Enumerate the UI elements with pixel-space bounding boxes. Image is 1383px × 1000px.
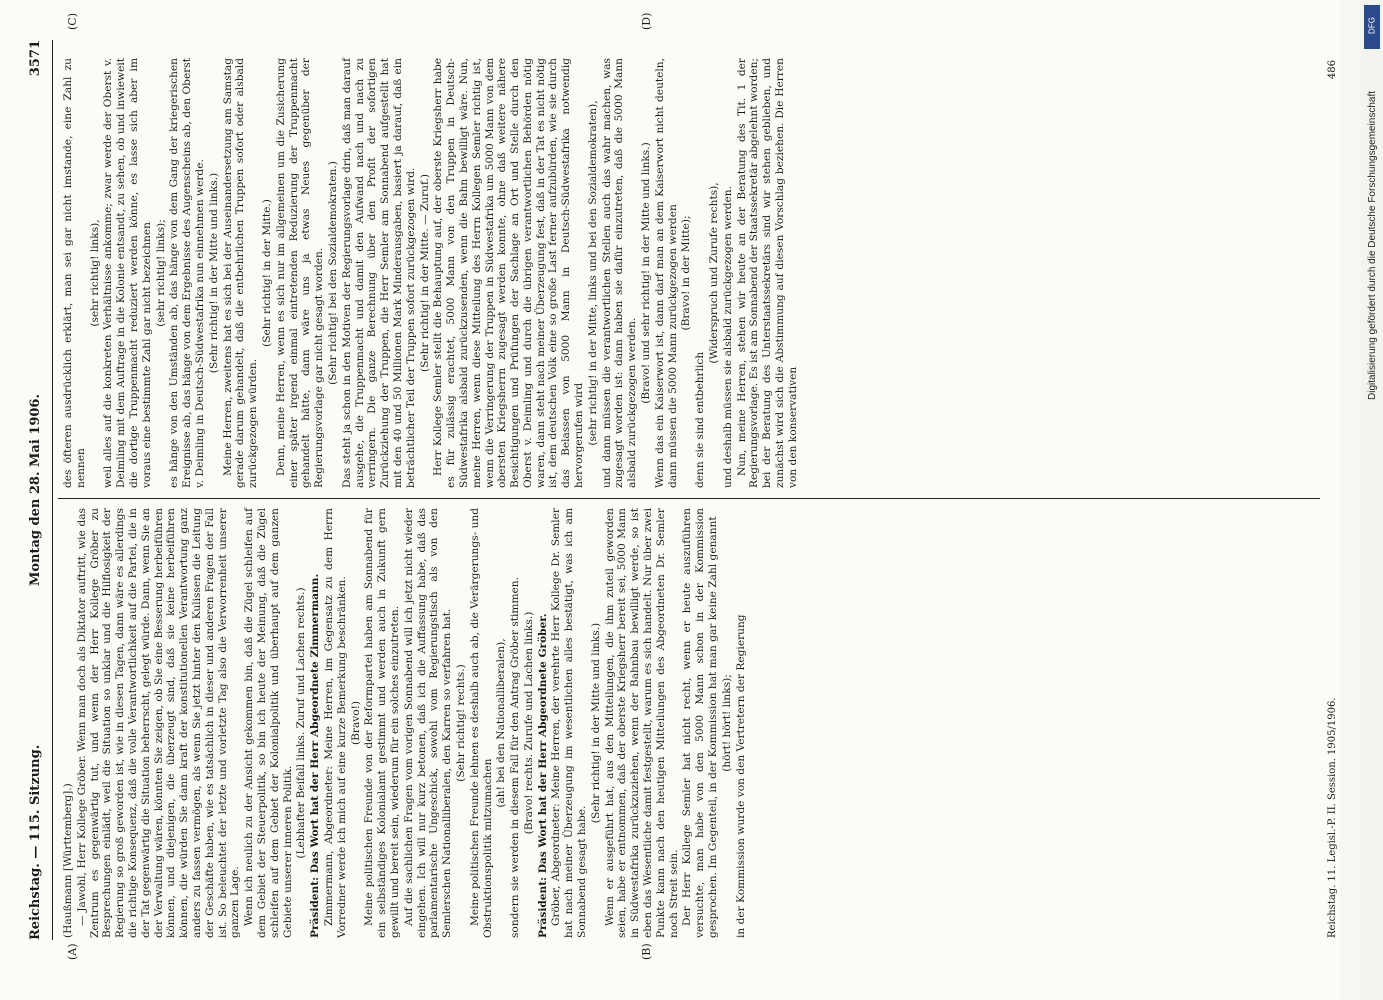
paragraph: Meine politischen Freunde lehnen es deshalb auch ab, die Verärgerungs- und Obstruktionspolitik mitzumachen bbox=[468, 508, 494, 938]
right-column bbox=[62, 58, 801, 488]
marker-b: (B) bbox=[640, 943, 653, 960]
footer: Reichstag. 11. Legisl.-P. II. Session. 1905/1906. bbox=[1327, 697, 1338, 938]
paragraph: Denn, meine Herren, wenn es sich nur im allgemeinen um die Zusicherung einer später irgend einmal eintretenden Reduzierung der Truppenmacht gehandelt hätte, dann wäre uns ja etwas Neues gegenüber der Regierungsvorlage gar nicht gesagt worden. bbox=[274, 58, 326, 488]
paragraph: Herr Kollege Semler stellt die Behauptung auf, der oberste Kriegsherr habe es für zulässig erachtet, 5000 Mann von den Truppen in Deutsch-Südwestafrika alsbald zurückzusenden, wenn die Bahn bewilligt wäre. Nun, meine Herren, wenn diese Mitteilung des Herrn Kollegen Semler richtig ist, wenn die Verringerung der Truppen in Südwestafrika um 5000 Mann von dem obersten Kriegsherrn zugesagt werden konnte, ohne daß weitere nähere Besichtigungen und Prüfungen der Sachlage an Ort und Stelle durch den Oberst v. Deimling und durch die übrigen verantwortlichen Behörden nötig waren, dann steht nach meiner Überzeugung fest, daß in der Tat es nicht nötig ist, dem deutschen Volk eine so große Last ferner aufzubürden, wie sie durch das Belassen von 5000 Mann in Deutsch-Südwestafrika notwendig hervorgerufen wird bbox=[432, 58, 586, 488]
left-column bbox=[62, 508, 748, 938]
paragraph: Wenn er ausgeführt hat, aus den Mitteilungen, die ihm zuteil geworden seien, habe er entnommen, daß der oberste Kriegsherr bereit sei, 5000 Mann in Südwestafrika zurückzuziehen, wenn der Bahnbau bewilligt werde, so ist eben das Wesentliche damit festgestellt, warum es sich handelt. Nur über zwei Punkte kann nach den heutigen Mitteilungen des Abgeordneten Dr. Semler noch Streit sein. bbox=[603, 508, 680, 938]
paragraph: Auf die sachlichen Fragen vom vorigen Sonnabend will ich jetzt nicht wieder eingehen. Ich will nur kurz betonen, daß ich die Auffassung habe, daß das parlamentarische Ungeschick, sowohl vom Regierungstisch als von den Semlerschen Nationalliberalen, den Karren so verfahren hat. bbox=[402, 508, 454, 938]
paragraph: (Bravo! rechts. Zurufe und Lachen links.) bbox=[522, 611, 535, 835]
marker-a: (A) bbox=[66, 943, 79, 960]
paragraph: (sehr richtig! links); bbox=[154, 219, 167, 327]
page-signature: 486 bbox=[1327, 60, 1338, 80]
header-rule bbox=[52, 40, 53, 940]
paragraph: (Sehr richtig! in der Mitte. — Zuruf.) bbox=[418, 173, 431, 373]
paragraph: es hänge von den Umständen ab, das hänge von dem Gang der kriegerischen Ereignisse ab, das hänge von dem Ergebnisse des Augenscheins ab, den Oberst v. Deimling in Deutsch-Südwestafrika nun einnehmen werde. bbox=[168, 58, 206, 488]
page-number: 3571 bbox=[28, 40, 43, 77]
paragraph: (Bravo!) bbox=[349, 700, 362, 746]
paragraph: (Haußmann [Württemberg].) bbox=[62, 783, 74, 938]
paragraph: (Sehr richtig! bei den Sozialdemokraten.) bbox=[326, 161, 339, 385]
paragraph: Gröber, Abgeordneter: Meine Herren, der verehrte Herr Kollege Dr. Semler hat nach meiner Überzeugung im wesentlichen alles bestätigt, was ich am Sonnabend gesagt habe. bbox=[550, 508, 589, 938]
paragraph: — Jawohl, Herr Kollege Gröber. Wenn man doch als Diktator auftritt, wie das Zentrum es gegenwärtig tut, und wenn der Herr Kollege Gröber zu Besprechungen einlädt, weil die Situation so unklar und die Hilflosigkeit der Regierung so groß geworden ist, wie in diesen Tagen, dann wäre es allerdings die richtige Konsequenz, daß die volle Verantwortlichkeit auf die Partei, die in der Tat gegenwärtig die Situation beherrscht, gelegt würde. Dann, wenn Sie an der Verwaltung wären, könnten Sie zeigen, ob Sie eine Besserung herbeiführen können, und diejenigen, die überzeugt sind, daß sie keine herbeiführen können, die würden Sie dann kraft der konstitutionellen Verantwortung ganz anders zu fassen vermögen, als wenn Sie jetzt hinter den Kulissen die Leitung der Geschäfte haben, wie es tatsächlich in dieser und anderen Fragen der Fall ist. So beleuchtet der letzte und vorletzte Tag also die Verworrenheit unserer ganzen Lage. bbox=[75, 508, 242, 938]
paragraph: (Widerspruch und Zurufe rechts), bbox=[708, 182, 721, 364]
paragraph: (sehr richtig! links), bbox=[88, 219, 101, 327]
paragraph: Nun, meine Herren, stehen wir heute an der Beratung des Tit. 1 der Regierungsvorlage. Es ist am Sonnabend der Staatssekretär abgelehnt worden; bei der Beratung des Unterstaatssekretärs sind wir stehen geblieben, und zunächst wird sich die Abstimmung auf diesen Vorschlag beziehen. Die Herren von den konservativen bbox=[735, 58, 799, 488]
paragraph: Präsident: Das Wort hat der Herr Abgeordnete Gröber. bbox=[536, 613, 549, 938]
paragraph: (Sehr richtig! in der Mitte.) bbox=[260, 199, 273, 347]
paragraph: Meine politischen Freunde von der Reformpartei haben am Sonnabend für ein selbständiges Kolonialamt gestimmt und werden auch in Zukunft gern gewillt und bereit sein, wiederum für ein solches einzutreten. bbox=[363, 508, 401, 938]
paragraph: des öfteren ausdrücklich erklärt, man sei gar nicht imstande, eine Zahl zu nennen bbox=[62, 58, 87, 488]
paragraph: Zimmermann, Abgeordneter: Meine Herren, im Gegensatz zu dem Herrn Vorredner werde ich mich auf eine kurze Bemerkung beschränken. bbox=[322, 508, 348, 938]
column-rule bbox=[58, 498, 1320, 499]
dfg-logo: DFG bbox=[1364, 5, 1380, 49]
paragraph: Präsident: Das Wort hat der Herr Abgeordnete Zimmermann. bbox=[309, 573, 322, 938]
paragraph: Meine Herren, zweitens hat es sich bei der Auseinandersetzung am Samstag gerade darum gehandelt, daß die entbehrlichen Truppen sofort oder alsbald zurückgezogen würden. bbox=[221, 58, 260, 488]
marker-d: (D) bbox=[640, 12, 653, 30]
paragraph: (Bravo! in der Mitte); bbox=[680, 215, 693, 331]
paragraph: und dann müssen die verantwortlichen Stellen auch das wahr machen, was zugesagt worden ist: dann haben sie dafür einzutreten, daß die 5000 Mann alsbald zurückgezogen werden. bbox=[600, 58, 639, 488]
paragraph: Der Herr Kollege Semler hat nicht recht, wenn er heute auszuführen versuchte, man habe von den 5000 Mann schon in der Kommission gesprochen. Im Gegenteil, in der Kommission hat man gar keine Zahl genannt bbox=[681, 508, 720, 938]
page-header bbox=[20, 40, 52, 940]
marker-c: (C) bbox=[66, 13, 79, 30]
paragraph: (ah! bei den Nationalliberalen), bbox=[495, 638, 508, 808]
digitization-credit: Digitalisierung gefördert durch die Deutsche Forschungsgemeinschaft bbox=[1367, 90, 1378, 400]
paragraph: (Sehr richtig! in der Mitte und links.) bbox=[207, 172, 220, 374]
paragraph: (Lebhafter Beifall links. Zuruf und Lachen rechts.) bbox=[295, 587, 308, 859]
paragraph: (hört! hört! links); bbox=[720, 674, 733, 772]
paragraph: weil alles auf die konkreten Verhältnisse ankomme; zwar werde der Oberst v. Deimling mit dem Auftrage in die Kolonie entsandt, zu sehen, ob und inwieweit die dortige Truppenmacht reduziert werden könne, es lasse sich aber im voraus eine bestimmte Zahl gar nicht bezeichnen bbox=[102, 58, 153, 488]
paragraph: Wenn das ein Kaiserwort ist, dann darf man an dem Kaiserwort nicht deuteln, dann müssen die 5000 Mann zurückgezogen werden bbox=[653, 58, 679, 488]
paragraph: denn sie sind entbehrlich bbox=[694, 351, 707, 488]
paragraph: (Sehr richtig! rechts.) bbox=[454, 664, 467, 782]
paragraph: Das steht ja schon in den Motiven der Regierungsvorlage drin, daß man darauf ausgehe, die Truppenmacht und damit den Aufwand nach und nach zu verringern. Die ganze Berechnung über den Profit der sofortigen Zurückziehung der Truppen, die Herr Semler am Sonnabend aufgestellt hat mit den 40 und 50 Millionen Mark Minderausgaben, basiert ja darauf, daß ein beträchtlicher Teil der Truppen sofort zurückgezogen wird. bbox=[340, 58, 417, 488]
header-date: Montag den 28. Mai 1906. bbox=[28, 393, 43, 587]
paragraph: sondern sie werden in diesem Fall für den Antrag Gröber stimmen. bbox=[509, 577, 522, 938]
paragraph: (Sehr richtig! in der Mitte und links.) bbox=[589, 622, 602, 824]
paragraph: und deshalb müssen sie alsbald zurückgezogen werden. bbox=[721, 186, 734, 488]
digitization-sidebar bbox=[1361, 0, 1383, 1000]
paragraph: (sehr richtig! in der Mitte, links und bei den Sozialdemokraten), bbox=[586, 100, 599, 446]
paragraph: Wenn ich neulich zu der Ansicht gekommen bin, daß die Zügel schleifen auf dem Gebiet der Steuerpolitik, so bin ich heute der Meinung, daß die Zügel schleifen auf dem Gebiet der Kolonialpolitik und überhaupt auf dem ganzen Gebiete unserer inneren Politik. bbox=[243, 508, 294, 938]
paragraph: in der Kommission wurde von den Vertretern der Regierung bbox=[734, 614, 747, 938]
paragraph: (Bravo! und sehr richtig! in der Mitte und links.) bbox=[640, 142, 653, 404]
header-left: Reichstag. — 115. Sitzung. bbox=[28, 744, 43, 940]
